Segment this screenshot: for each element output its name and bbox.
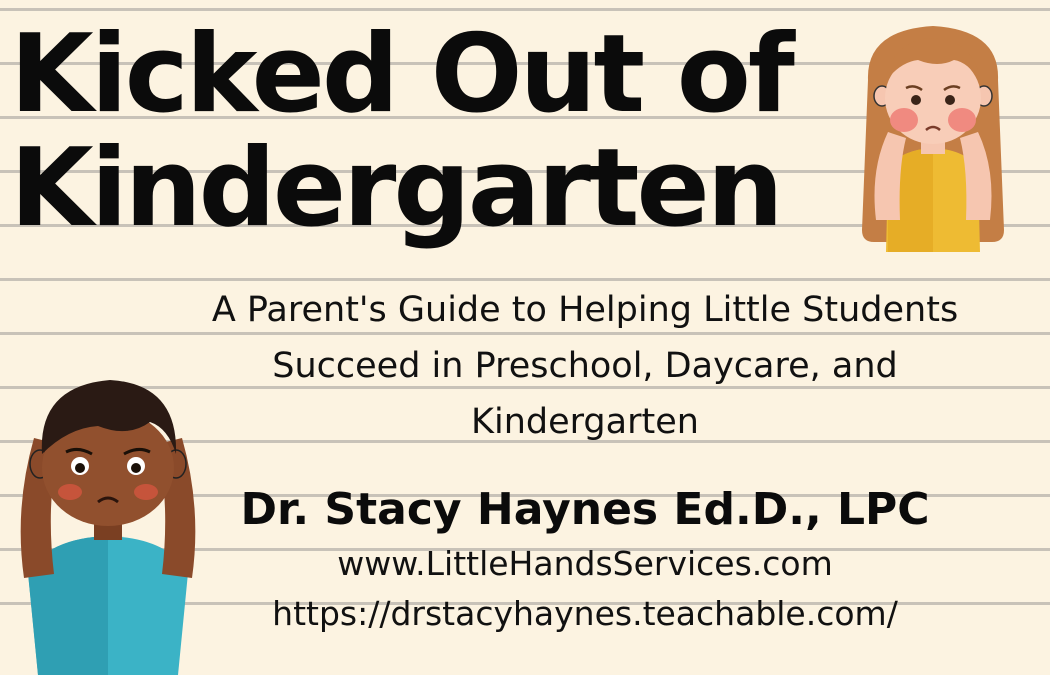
course-link[interactable]: https://drstacyhaynes.teachable.com/: [272, 594, 898, 633]
book-subtitle: A Parent's Guide to Helping Little Students Succeed in Preschool, Daycare, and Kindergarten: [211, 290, 959, 442]
author-name: Dr. Stacy Haynes Ed.D., LPC: [240, 484, 930, 535]
title-line-2: Kindergarten: [10, 126, 781, 251]
title-line-1: Kicked Out of: [10, 12, 792, 137]
book-title: [10, 12, 792, 251]
website-link[interactable]: www.LittleHandsServices.com: [337, 544, 833, 583]
worried-girl-illustration: [858, 20, 1008, 252]
